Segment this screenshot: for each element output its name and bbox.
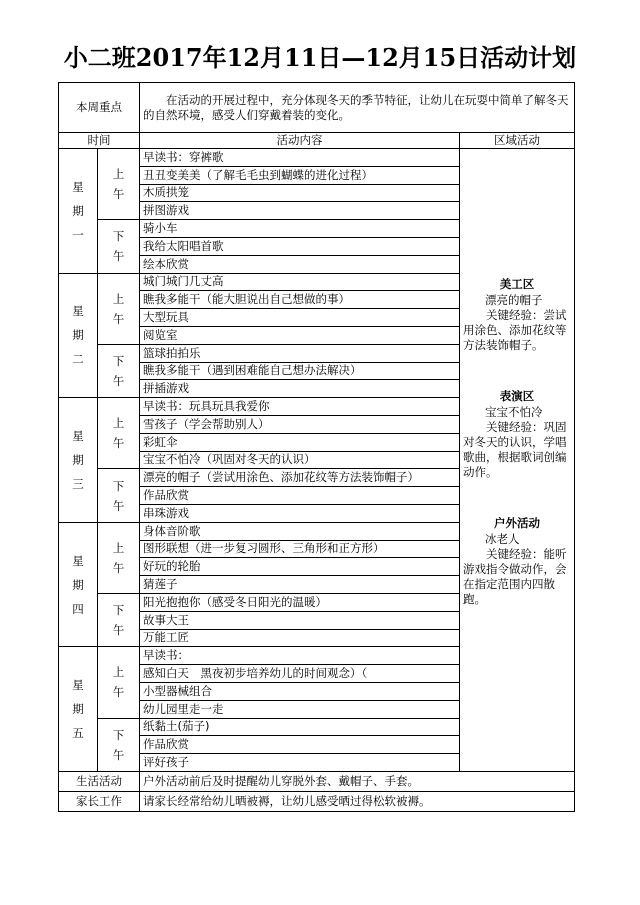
activity-item: 瞧我多能干（遇到困难能自己想办法解决） bbox=[140, 362, 460, 380]
half-day-name: 上午 bbox=[112, 540, 125, 575]
area-block bbox=[463, 389, 571, 480]
focus-text: 在活动的开展过程中，充分体现冬天的季节特征，让幼儿在玩耍中简单了解冬天的自然环境，感受人们穿戴着装的变化。 bbox=[140, 83, 575, 133]
activity-item: 故事大王 bbox=[140, 611, 460, 629]
area-experience: 关键经验：能听游戏指令做动作，会在指定范围内四散跑。 bbox=[463, 546, 567, 606]
activity-item: 小型器械组合 bbox=[140, 682, 460, 700]
half-day-name: 下午 bbox=[112, 603, 125, 638]
activity-item: 大型玩具 bbox=[140, 309, 460, 327]
activity-item: 宝宝不怕冷（巩固对冬天的认识） bbox=[140, 451, 460, 469]
activity-item: 雪孩子（学会帮助别人） bbox=[140, 415, 460, 433]
area-block bbox=[463, 516, 571, 607]
activity-item: 猜莲子 bbox=[140, 576, 460, 594]
half-day-name: 上午 bbox=[112, 291, 125, 326]
activity-item: 漂亮的帽子（尝试用涂色、添加花纹等方法装饰帽子） bbox=[140, 469, 460, 487]
activity-item: 瞧我多能干（能大胆说出自己想做的事） bbox=[140, 291, 460, 309]
half-day-label bbox=[98, 593, 140, 646]
area-experience: 关键经验：巩固对冬天的认识，学唱歌曲，根据歌词创编动作。 bbox=[463, 419, 567, 479]
day-label bbox=[59, 522, 98, 647]
life-label: 生活活动 bbox=[59, 771, 140, 791]
activity-item: 绘本欣赏 bbox=[140, 255, 460, 273]
activity-item: 彩虹伞 bbox=[140, 433, 460, 451]
parents-label: 家长工作 bbox=[59, 791, 140, 811]
half-day-label bbox=[98, 398, 140, 469]
activity-item: 评好孩子 bbox=[140, 754, 460, 772]
half-day-name: 下午 bbox=[112, 229, 125, 264]
half-day-label bbox=[98, 522, 140, 593]
focus-label: 本周重点 bbox=[59, 83, 140, 133]
activity-item: 早读书： bbox=[140, 647, 460, 665]
area-name: 宝宝不怕冷 bbox=[485, 404, 543, 419]
activity-item: 幼儿园里走一走 bbox=[140, 700, 460, 718]
activity-item: 串珠游戏 bbox=[140, 504, 460, 522]
day-label bbox=[59, 647, 98, 772]
activity-item: 身体音阶歌 bbox=[140, 522, 460, 540]
life-text: 户外活动前后及时提醒幼儿穿脱外套、戴帽子、手套。 bbox=[140, 771, 575, 791]
activity-item: 作品欣赏 bbox=[140, 736, 460, 754]
half-day-label bbox=[98, 647, 140, 718]
activity-item: 篮球拍拍乐 bbox=[140, 344, 460, 362]
activity-item: 阅览室 bbox=[140, 326, 460, 344]
half-day-name: 下午 bbox=[112, 727, 125, 762]
page-title: 小二班2017年12月11日—12月15日活动计划 bbox=[63, 43, 577, 72]
day-name: 星期一 bbox=[72, 179, 84, 242]
parents-row bbox=[59, 791, 575, 811]
activity-row bbox=[59, 149, 575, 167]
area-title: 美工区 bbox=[499, 276, 535, 291]
half-day-name: 上午 bbox=[112, 416, 125, 451]
half-day-label bbox=[98, 718, 140, 771]
area-title: 户外活动 bbox=[494, 515, 540, 530]
day-name: 星期三 bbox=[72, 428, 84, 491]
parents-text: 请家长经常给幼儿晒被褥，让幼儿感受晒过得松软被褥。 bbox=[140, 791, 575, 811]
activity-plan-table bbox=[58, 82, 575, 812]
half-day-label bbox=[98, 469, 140, 522]
day-name: 星期五 bbox=[72, 678, 84, 741]
activity-item: 纸黏土(茄子) bbox=[140, 718, 460, 736]
header-content: 活动内容 bbox=[140, 133, 460, 149]
activity-item: 好玩的轮胎 bbox=[140, 558, 460, 576]
activity-item: 感知白天 黑夜初步培养幼儿的时间观念）（ bbox=[140, 665, 460, 683]
half-day-label bbox=[98, 273, 140, 344]
day-label bbox=[59, 149, 98, 274]
half-day-name: 下午 bbox=[112, 478, 125, 513]
area-name: 漂亮的帽子 bbox=[485, 292, 543, 307]
activity-item: 木质拱笼 bbox=[140, 184, 460, 202]
activity-item: 早读书：穿裤歌 bbox=[140, 149, 460, 167]
area-experience: 关键经验：尝试用涂色、添加花纹等方法装饰帽子。 bbox=[463, 307, 567, 352]
header-area: 区域活动 bbox=[460, 133, 575, 149]
day-name: 星期四 bbox=[72, 553, 84, 616]
activity-item: 图形联想（进一步复习圆形、三角形和正方形） bbox=[140, 540, 460, 558]
area-block bbox=[463, 277, 571, 353]
day-label bbox=[59, 273, 98, 398]
day-label bbox=[59, 398, 98, 523]
activity-item: 作品欣赏 bbox=[140, 487, 460, 505]
activity-item: 拼插游戏 bbox=[140, 380, 460, 398]
area-title: 表演区 bbox=[499, 388, 535, 403]
half-day-name: 上午 bbox=[112, 665, 125, 700]
header-time: 时间 bbox=[59, 133, 140, 149]
activity-item: 我给太阳唱首歌 bbox=[140, 237, 460, 255]
life-row bbox=[59, 771, 575, 791]
half-day-label bbox=[98, 149, 140, 220]
focus-row bbox=[59, 83, 575, 133]
activity-item: 早读书：玩具玩具我爱你 bbox=[140, 398, 460, 416]
activity-item: 城门城门几丈高 bbox=[140, 273, 460, 291]
half-day-label bbox=[98, 220, 140, 273]
activity-item: 阳光抱抱你（感受冬日阳光的温暖） bbox=[140, 593, 460, 611]
half-day-label bbox=[98, 344, 140, 397]
half-day-name: 上午 bbox=[112, 167, 125, 202]
activity-item: 骑小车 bbox=[140, 220, 460, 238]
area-name: 冰老人 bbox=[485, 531, 520, 546]
activity-item: 丑丑变美美（了解毛毛虫到蝴蝶的进化过程） bbox=[140, 166, 460, 184]
activity-item: 万能工匠 bbox=[140, 629, 460, 647]
area-activities bbox=[460, 149, 575, 772]
header-row bbox=[59, 133, 575, 149]
half-day-name: 下午 bbox=[112, 353, 125, 388]
day-name: 星期二 bbox=[72, 304, 84, 367]
activity-item: 拼图游戏 bbox=[140, 202, 460, 220]
